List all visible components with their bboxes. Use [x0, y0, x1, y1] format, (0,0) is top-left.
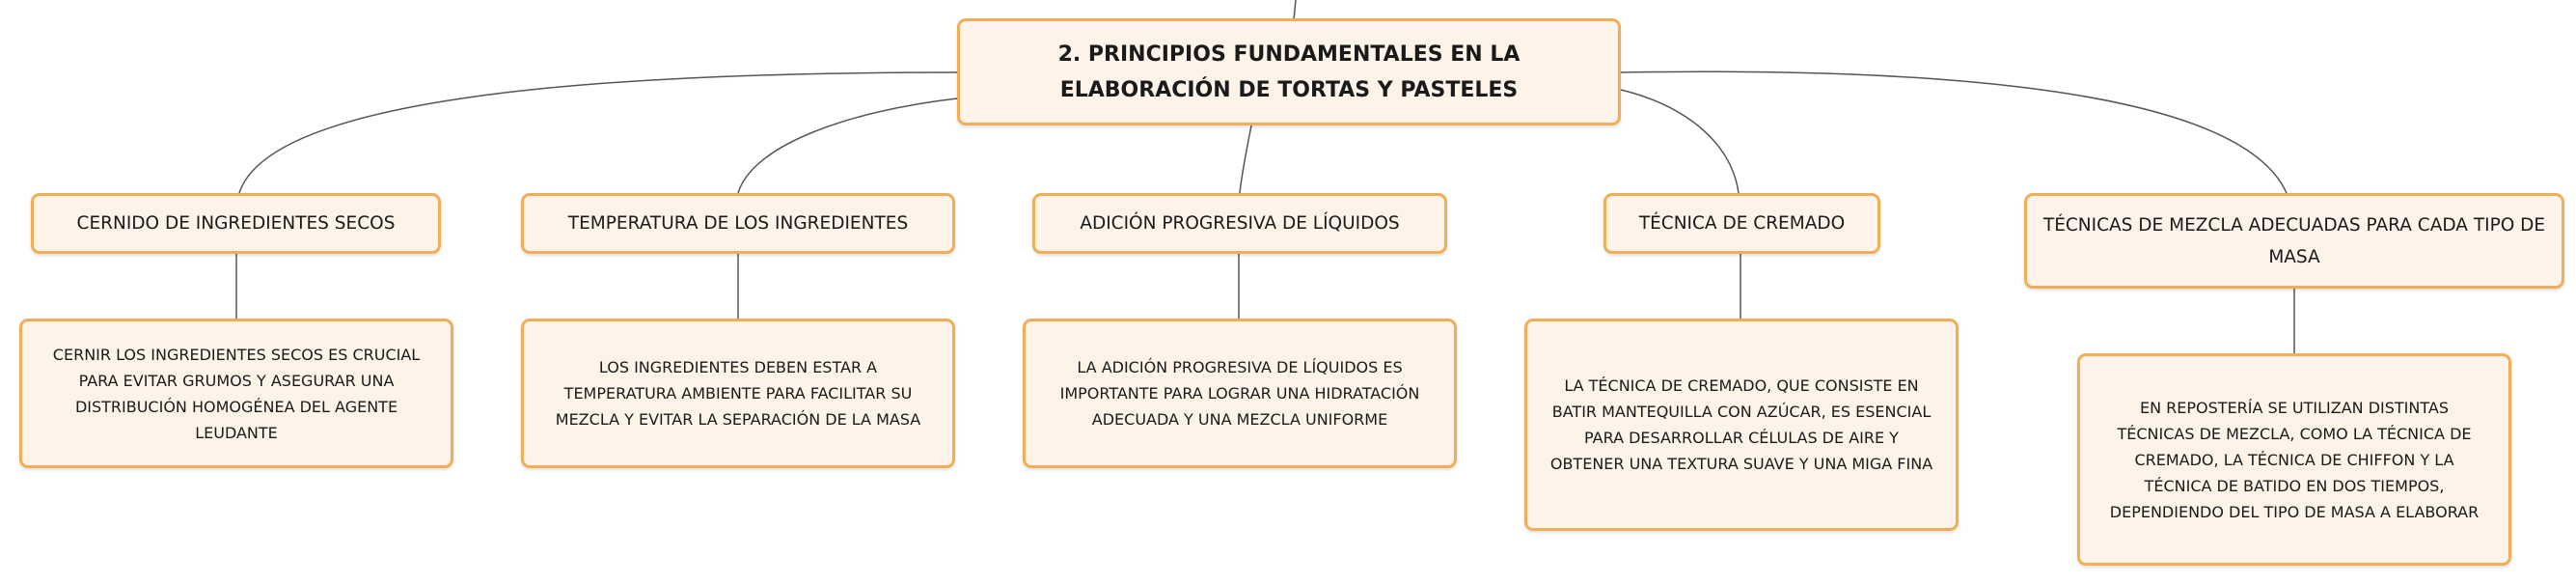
topic-node-adicion-liquidos[interactable]: [1032, 193, 1447, 254]
root-node[interactable]: [957, 18, 1621, 125]
connector-root-branch-1: [239, 72, 957, 193]
detail-text: LA ADICIÓN PROGRESIVA DE LÍQUIDOS ES IMPORTANTE PARA LOGRAR UNA HIDRATACIÓN ADECUADA Y UNA MEZCLA UNIFORME: [1059, 358, 1420, 429]
topic-label: TÉCNICAS DE MEZCLA ADECUADAS PARA CADA TIPO DE MASA: [2042, 214, 2546, 267]
detail-node-temperatura[interactable]: [521, 319, 955, 468]
detail-node-tecnicas-mezcla[interactable]: [2077, 353, 2511, 566]
topic-node-cremado[interactable]: [1603, 193, 1880, 254]
detail-node-adicion-liquidos[interactable]: [1023, 319, 1457, 468]
detail-text: EN REPOSTERÍA SE UTILIZAN DISTINTAS TÉCNICAS DE MEZCLA, COMO LA TÉCNICA DE CREMADO, LA TÉCNICA DE CHIFFON Y LA TÉCNICA DE BATIDO EN DOS TIEMPOS, DEPENDIENDO DEL TIPO DE MASA A ELABORAR: [2109, 398, 2480, 521]
connector-root-branch-4: [1621, 90, 1739, 193]
topic-label: CERNIDO DE INGREDIENTES SECOS: [76, 213, 396, 234]
topic-label: ADICIÓN PROGRESIVA DE LÍQUIDOS: [1080, 213, 1400, 234]
detail-node-cernido[interactable]: [19, 319, 453, 468]
topic-label: TEMPERATURA DE LOS INGREDIENTES: [567, 213, 909, 234]
root-title: 2. PRINCIPIOS FUNDAMENTALES EN LA ELABORACIÓN DE TORTAS Y PASTELES: [1057, 42, 1521, 102]
connector-incoming: [1294, 0, 1296, 19]
topic-label: TÉCNICA DE CREMADO: [1638, 213, 1846, 234]
detail-text: CERNIR LOS INGREDIENTES SECOS ES CRUCIAL PARA EVITAR GRUMOS Y ASEGURAR UNA DISTRIBUCIÓN HOMOGÉNEA DEL AGENTE LEUDANTE: [52, 345, 421, 442]
connector-root-branch-2: [738, 98, 957, 193]
detail-node-cremado[interactable]: [1524, 319, 1959, 531]
connector-root-branch-3: [1240, 125, 1251, 193]
topic-node-temperatura[interactable]: [521, 193, 955, 254]
connector-root-branch-5: [1621, 71, 2287, 193]
detail-text: LA TÉCNICA DE CREMADO, QUE CONSISTE EN BATIR MANTEQUILLA CON AZÚCAR, ES ESENCIAL PARA DESARROLLAR CÉLULAS DE AIRE Y OBTENER UNA TEXTURA SUAVE Y UNA MIGA FINA: [1549, 376, 1933, 473]
detail-text: LOS INGREDIENTES DEBEN ESTAR A TEMPERATURA AMBIENTE PARA FACILITAR SU MEZCLA Y EVITAR LA SEPARACIÓN DE LA MASA: [555, 358, 921, 429]
topic-node-tecnicas-mezcla[interactable]: [2024, 193, 2564, 289]
topic-node-cernido[interactable]: [31, 193, 441, 254]
